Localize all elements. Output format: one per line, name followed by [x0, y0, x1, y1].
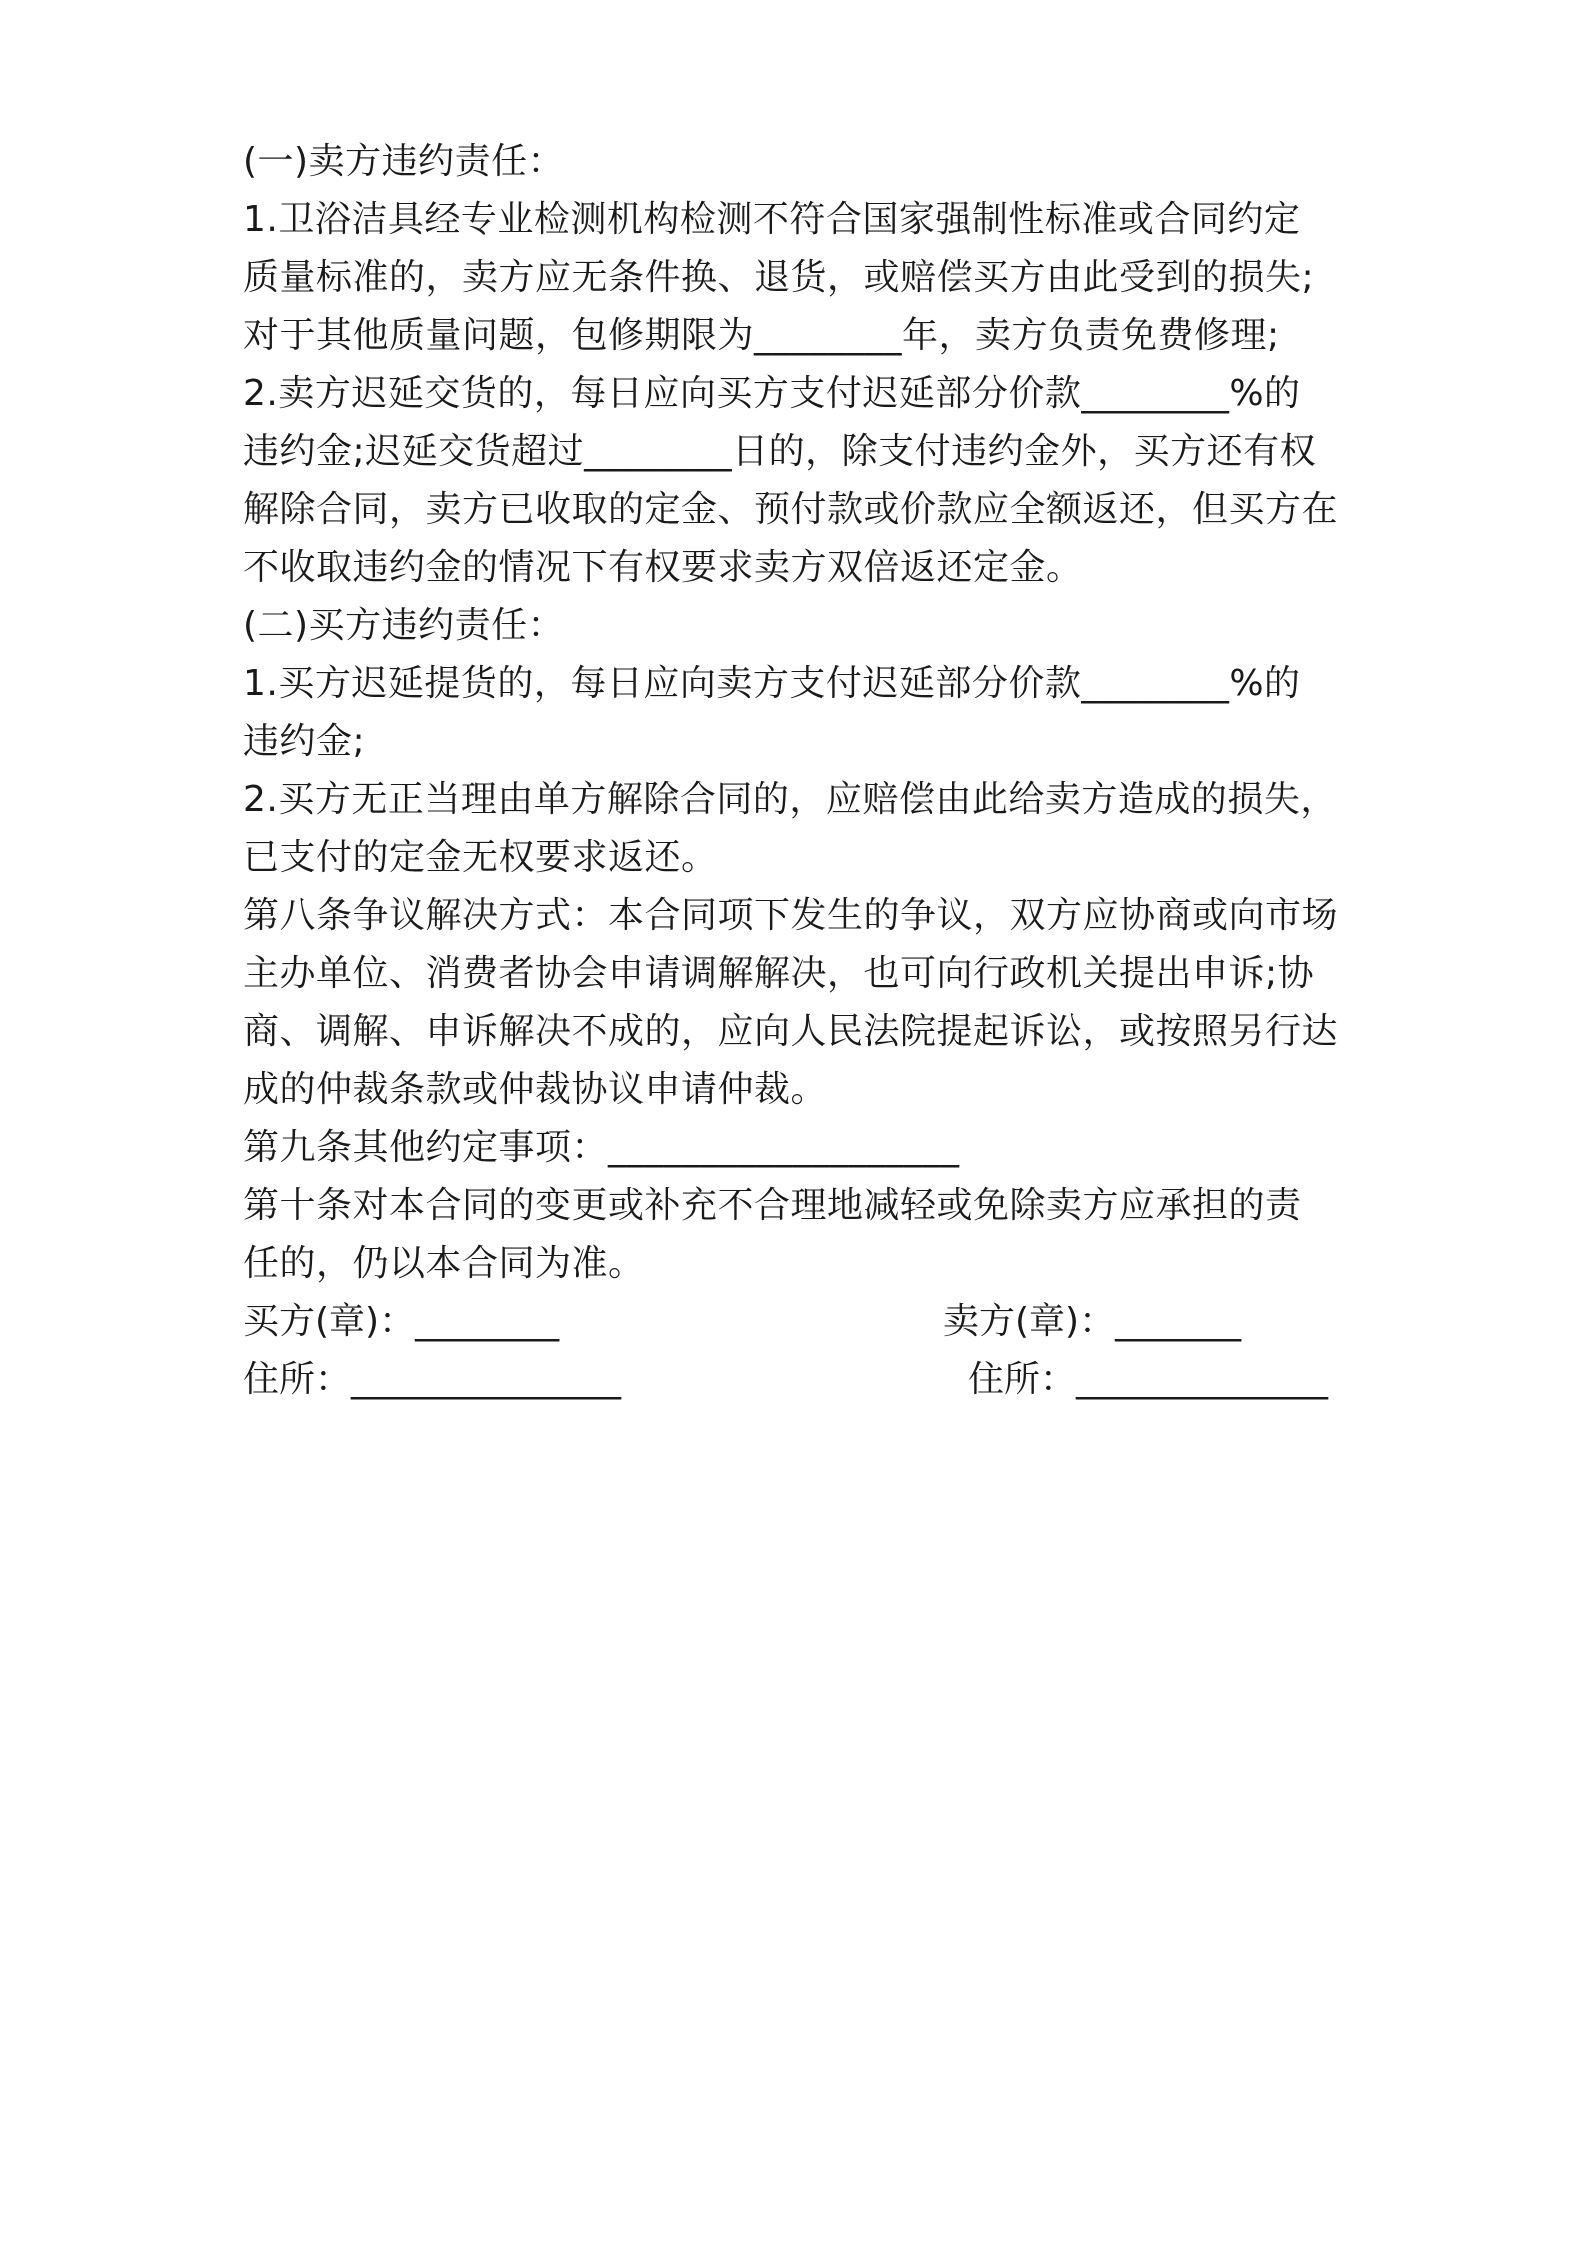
paragraph-line: 质量标准的，卖方应无条件换、退货，或赔偿买方由此受到的损失; — [243, 257, 1315, 298]
article-10-line: 第十条对本合同的变更或补充不合理地减轻或免除卖方应承担的责 — [243, 1185, 1302, 1226]
paragraph-line: 1.卫浴洁具经专业检测机构检测不符合国家强制性标准或合同约定 — [243, 199, 1301, 240]
paragraph-line: 成的仲裁条款或仲裁协议申请仲裁。 — [243, 1069, 828, 1110]
buyer-address-field: 住所：_______________ — [243, 1359, 622, 1400]
paragraph-line: 违约金;迟延交货超过________日的，除支付违约金外，买方还有权 — [243, 431, 1317, 472]
buyer-seal-field: 买方(章)：________ — [243, 1301, 560, 1342]
paragraph-line: 违约金; — [243, 721, 366, 762]
paragraph-line: 2.卖方迟延交货的，每日应向买方支付迟延部分价款________%的 — [243, 373, 1301, 414]
paragraph-line: 解除合同，卖方已收取的定金、预付款或价款应全额返还，但买方在 — [243, 489, 1339, 530]
paragraph-line: 2.买方无正当理由单方解除合同的，应赔偿由此给卖方造成的损失， — [243, 779, 1337, 820]
section-seller-liability-heading: (一)卖方违约责任： — [243, 141, 565, 182]
seller-seal-field: 卖方(章)：_______ — [943, 1301, 1242, 1342]
paragraph-line: 不收取违约金的情况下有权要求卖方双倍返还定金。 — [243, 547, 1083, 588]
paragraph-line: 任的，仍以本合同为准。 — [243, 1243, 645, 1284]
seller-address-field: 住所：______________ — [968, 1359, 1329, 1400]
paragraph-line: 主办单位、消费者协会申请调解解决，也可向行政机关提出申诉;协 — [243, 953, 1315, 994]
section-buyer-liability-heading: (二)买方违约责任： — [243, 605, 565, 646]
article-8-line: 第八条争议解决方式：本合同项下发生的争议，双方应协商或向市场 — [243, 895, 1339, 936]
article-9-line: 第九条其他约定事项：___________________ — [243, 1127, 960, 1168]
paragraph-line: 对于其他质量问题，包修期限为________年，卖方负责免费修理; — [243, 315, 1280, 356]
paragraph-line: 1.买方迟延提货的，每日应向卖方支付迟延部分价款________%的 — [243, 663, 1301, 704]
paragraph-line: 商、调解、申诉解决不成的，应向人民法院提起诉讼，或按照另行达 — [243, 1011, 1339, 1052]
paragraph-line: 已支付的定金无权要求返还。 — [243, 837, 718, 878]
